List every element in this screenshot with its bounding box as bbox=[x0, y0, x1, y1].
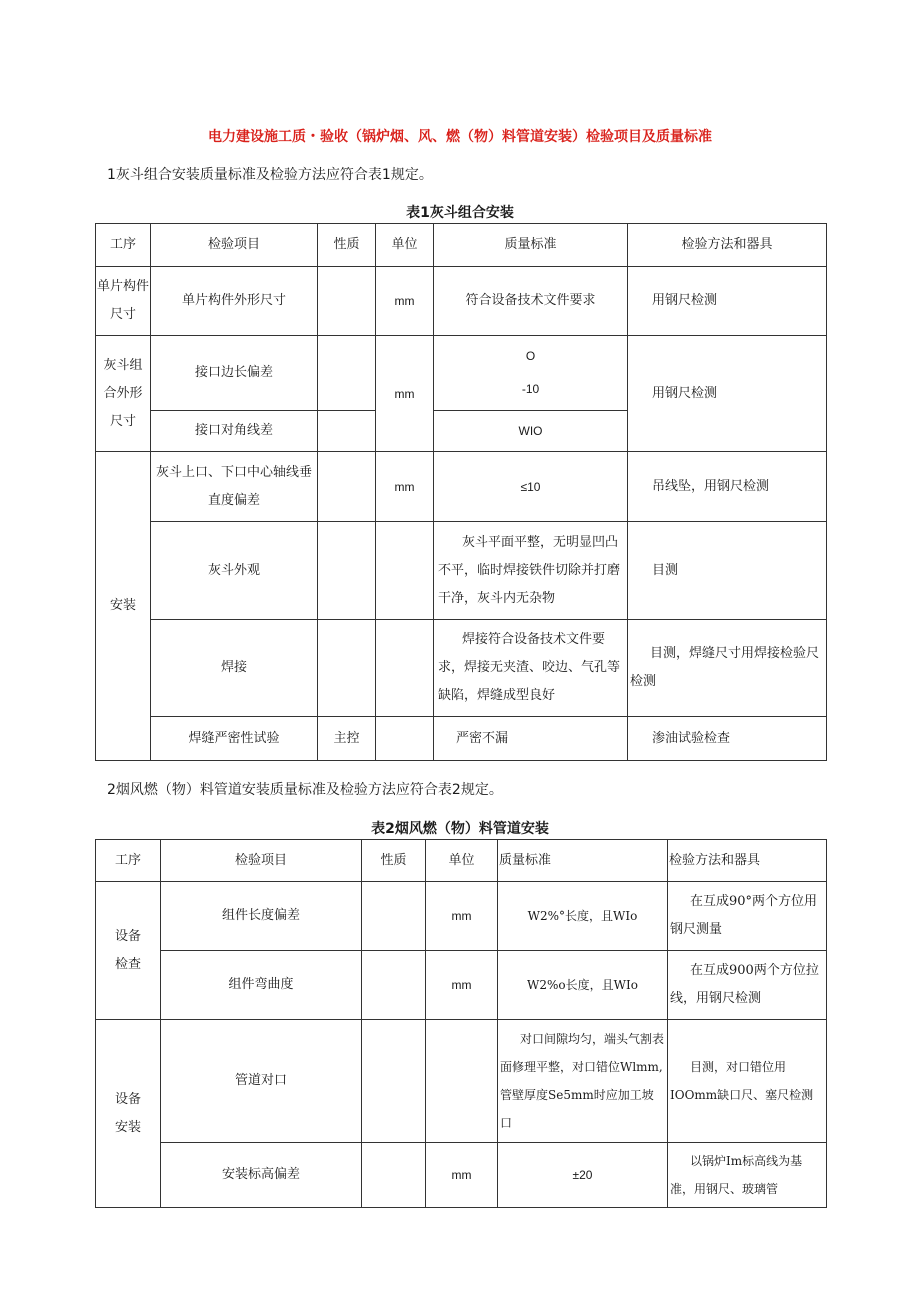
nature-cell bbox=[362, 1020, 426, 1143]
nature-cell bbox=[318, 411, 376, 452]
table-row bbox=[96, 1020, 827, 1143]
unit-cell: mm bbox=[376, 267, 434, 336]
item-cell: 接口对角线差 bbox=[151, 411, 318, 452]
standard-upper: O bbox=[525, 349, 536, 363]
process-cell: 单片构件尺寸 bbox=[96, 267, 151, 336]
item-cell: 管道对口 bbox=[161, 1020, 362, 1143]
standard-cell: 焊接符合设备技术文件要求，焊接无夹渣、咬边、气孔等缺陷，焊缝成型良好 bbox=[434, 620, 628, 717]
table-row bbox=[96, 1143, 827, 1208]
unit-cell bbox=[376, 522, 434, 620]
table-2-caption: 表2烟风燃（物）料管道安装 bbox=[371, 821, 549, 837]
item-cell: 单片构件外形尺寸 bbox=[151, 267, 318, 336]
standard-cell: ±20 bbox=[498, 1143, 668, 1208]
unit-cell: mm bbox=[376, 452, 434, 522]
nature-cell bbox=[318, 267, 376, 336]
table-row bbox=[96, 620, 827, 717]
header-cell: 检验方法和器具 bbox=[668, 840, 827, 882]
process-cell: 设备检查 bbox=[96, 882, 161, 1020]
header-cell: 单位 bbox=[426, 840, 498, 882]
standard-lower: -10 bbox=[521, 382, 540, 396]
item-cell: 焊接 bbox=[151, 620, 318, 717]
header-cell: 单位 bbox=[376, 224, 434, 267]
table-1-header-row bbox=[96, 224, 827, 267]
method-cell: 在互成90°两个方位用钢尺测量 bbox=[668, 882, 827, 951]
standard-cell: ≤10 bbox=[434, 452, 628, 522]
item-cell: 焊缝严密性试验 bbox=[151, 717, 318, 761]
header-cell: 工序 bbox=[96, 224, 151, 267]
process-cell: 灰斗组合外形尺寸 bbox=[96, 336, 151, 452]
section-2-heading: 2烟风燃（物）料管道安装质量标准及检验方法应符合表2规定。 bbox=[107, 782, 503, 798]
method-cell: 在互成900两个方位拉线，用钢尺检测 bbox=[668, 951, 827, 1020]
table-2-header-row bbox=[96, 840, 827, 882]
header-cell: 性质 bbox=[362, 840, 426, 882]
header-cell: 工序 bbox=[96, 840, 161, 882]
item-cell: 组件长度偏差 bbox=[161, 882, 362, 951]
standard-cell: 符合设备技术文件要求 bbox=[434, 267, 628, 336]
standard-cell: W2%°长度，且WIo bbox=[498, 882, 668, 951]
header-cell: 检验项目 bbox=[161, 840, 362, 882]
standard-cell: WIO bbox=[434, 411, 628, 452]
table-1 bbox=[95, 223, 827, 761]
standard-cell: 对口间隙均匀，端头气割表面修理平整，对口错位Wlmm,管壁厚度Se5mm时应加工坡口 bbox=[498, 1020, 668, 1143]
table-row bbox=[96, 882, 827, 951]
standard-cell: 严密不漏 bbox=[434, 717, 628, 761]
table-row bbox=[96, 336, 827, 411]
item-cell: 灰斗上口、下口中心轴线垂直度偏差 bbox=[151, 452, 318, 522]
nature-cell bbox=[362, 882, 426, 951]
method-cell: 目测，对口错位用IOOmm缺口尺、塞尺检测 bbox=[668, 1020, 827, 1143]
header-cell: 性质 bbox=[318, 224, 376, 267]
method-cell: 用钢尺检测 bbox=[628, 336, 827, 452]
process-cell: 设备安装 bbox=[96, 1020, 161, 1208]
table-row bbox=[96, 717, 827, 761]
table-1-caption: 表1灰斗组合安装 bbox=[406, 205, 514, 221]
standard-cell: 灰斗平面平整，无明显凹凸不平，临时焊接铁件切除并打磨干净，灰斗内无杂物 bbox=[434, 522, 628, 620]
item-cell: 接口边长偏差 bbox=[151, 336, 318, 411]
document-title: 电力建设施工质・验收（锅炉烟、风、燃（物）料管道安装）检验项目及质量标准 bbox=[208, 129, 712, 145]
standard-cell: W2%o长度，且WIo bbox=[498, 951, 668, 1020]
section-1-heading: 1灰斗组合安装质量标准及检验方法应符合表1规定。 bbox=[107, 167, 433, 183]
nature-cell bbox=[318, 620, 376, 717]
unit-cell: mm bbox=[426, 1143, 498, 1208]
table-2 bbox=[95, 839, 827, 1208]
header-cell: 质量标准 bbox=[498, 840, 668, 882]
item-cell: 组件弯曲度 bbox=[161, 951, 362, 1020]
item-cell: 灰斗外观 bbox=[151, 522, 318, 620]
unit-cell: mm bbox=[376, 336, 434, 452]
unit-cell bbox=[376, 620, 434, 717]
nature-cell: 主控 bbox=[318, 717, 376, 761]
header-cell: 检验方法和器具 bbox=[628, 224, 827, 267]
unit-cell bbox=[426, 1020, 498, 1143]
method-cell: 用钢尺检测 bbox=[628, 267, 827, 336]
header-cell: 质量标准 bbox=[434, 224, 628, 267]
table-row bbox=[96, 522, 827, 620]
standard-cell bbox=[434, 336, 628, 411]
header-cell: 检验项目 bbox=[151, 224, 318, 267]
nature-cell bbox=[318, 452, 376, 522]
method-cell: 吊线坠，用钢尺检测 bbox=[628, 452, 827, 522]
table-row bbox=[96, 267, 827, 336]
nature-cell bbox=[318, 522, 376, 620]
table-row bbox=[96, 452, 827, 522]
nature-cell bbox=[318, 336, 376, 411]
method-cell: 目测，焊缝尺寸用焊接检验尺检测 bbox=[628, 620, 827, 717]
nature-cell bbox=[362, 1143, 426, 1208]
nature-cell bbox=[362, 951, 426, 1020]
table-row bbox=[96, 951, 827, 1020]
method-cell: 目测 bbox=[628, 522, 827, 620]
method-cell: 渗油试验检查 bbox=[628, 717, 827, 761]
process-cell: 安装 bbox=[96, 452, 151, 761]
unit-cell bbox=[376, 717, 434, 761]
method-cell: 以锅炉Im标高线为基准，用钢尺、玻璃管 bbox=[668, 1143, 827, 1208]
unit-cell: mm bbox=[426, 951, 498, 1020]
unit-cell: mm bbox=[426, 882, 498, 951]
item-cell: 安装标高偏差 bbox=[161, 1143, 362, 1208]
